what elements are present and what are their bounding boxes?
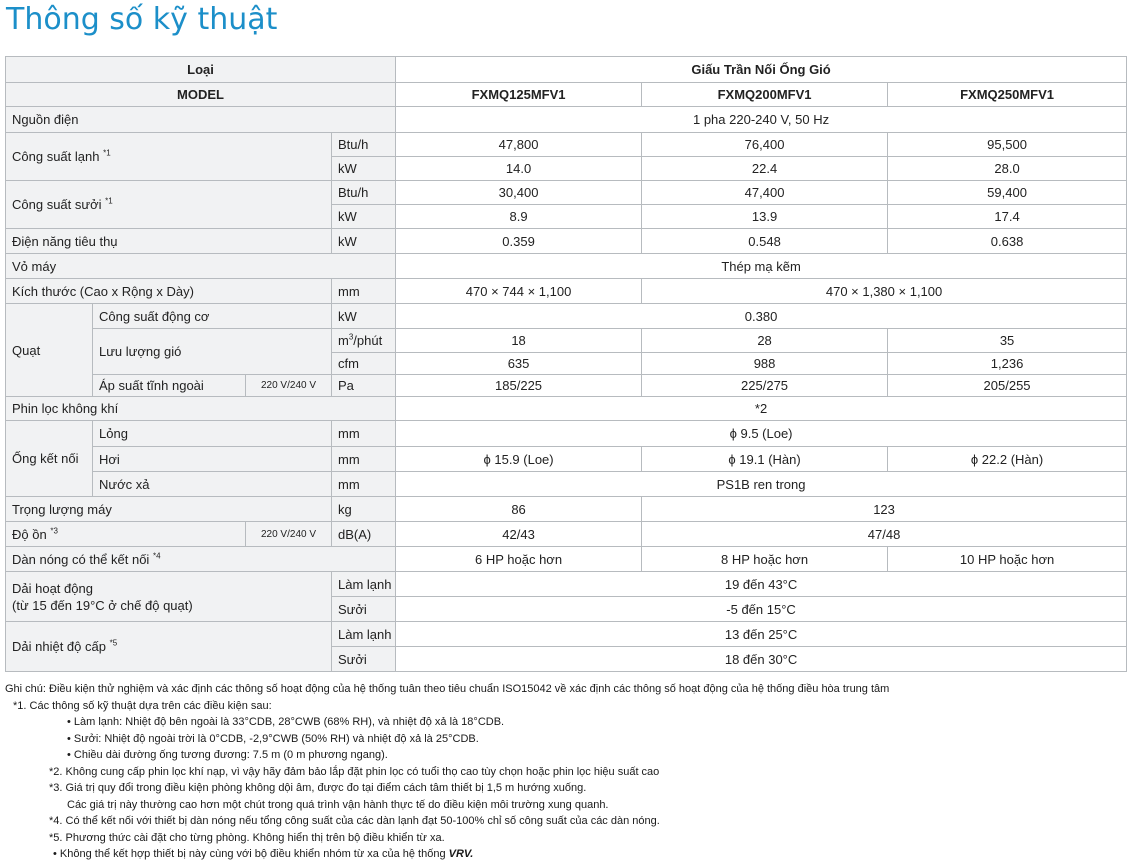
- mode-heating-label: Sưởi: [332, 647, 396, 672]
- dimensions-label: Kích thước (Cao x Rộng x Dày): [6, 279, 332, 304]
- phi-symbol: ϕ: [728, 451, 736, 467]
- model-1: FXMQ125MFV1: [396, 83, 642, 107]
- voltage-cell: 220 V/240 V: [246, 375, 332, 397]
- airflow-label: Lưu lượng gió: [93, 329, 332, 375]
- supply-temp-label: Dải nhiệt độ cấp $^{*5}$: [6, 622, 332, 672]
- table-row: [6, 329, 1127, 353]
- fan-label: Quạt: [6, 304, 93, 397]
- value-cell: 205/255: [888, 375, 1127, 397]
- esp-label: Áp suất tĩnh ngoài: [93, 375, 246, 397]
- unit-cell: mm: [332, 472, 396, 497]
- note-line: • Không thể kết hợp thiết bị này cùng với bộ điều khiển nhóm từ xa của hệ thống VRV.: [53, 848, 474, 860]
- note-line: *4. Có thể kết nối với thiết bị dàn nóng nếu tổng công suất của các dàn lạnh đạt 50-100% chỉ số công suất của các dàn nóng.: [49, 815, 660, 827]
- value-cell: 28: [642, 329, 888, 353]
- value-cell: *2: [396, 397, 1127, 421]
- phi-symbol: ϕ: [970, 451, 979, 467]
- value-cell: 59,400: [888, 181, 1127, 205]
- drain-label: Nước xả: [93, 472, 332, 497]
- table-row: [6, 304, 1127, 329]
- note-line: • Làm lạnh: Nhiệt độ bên ngoài là 33°CDB, 28°CWB (68% RH), và nhiệt độ xả là 18°CDB.: [67, 716, 505, 728]
- table-row: [6, 375, 1127, 397]
- voltage-cell: 220 V/240 V: [246, 522, 332, 547]
- value-cell: -5 đến 15°C: [396, 597, 1127, 622]
- value-cell: 1,236: [888, 353, 1127, 375]
- table-row: [6, 447, 1127, 472]
- mode-cooling-label: Làm lạnh: [332, 572, 396, 597]
- value-cell: 47,800: [396, 133, 642, 157]
- unit-cell: mm: [332, 421, 396, 447]
- unit-cell: kW: [332, 304, 396, 329]
- noise-label: Độ ồn $^{*3}$: [6, 522, 246, 547]
- mode-cooling-label: Làm lạnh: [332, 622, 396, 647]
- value-cell: ϕ 9.5 (Loe): [396, 421, 1127, 447]
- unit-cell: $m^3$/phút: [332, 329, 396, 353]
- value-cell: 95,500: [888, 133, 1127, 157]
- casing-value: Thép mạ kẽm: [396, 254, 1127, 279]
- unit-cell: kW: [332, 157, 396, 181]
- power-source-label: Nguồn điện: [6, 107, 396, 133]
- heating-capacity-label: Công suất sưởi $^{*1}$: [6, 181, 332, 229]
- power-source-value: 1 pha 220-240 V, 50 Hz: [396, 107, 1127, 133]
- model-3: FXMQ250MFV1: [888, 83, 1127, 107]
- weight-label: Trọng lượng máy: [6, 497, 332, 522]
- note-line: *3. Giá trị quy đổi trong điều kiện phòng không dội âm, được đo tại điểm cách tâm thiết bị 1,5 m hướng xuống.: [49, 782, 587, 794]
- value-cell: 470 × 1,380 × 1,100: [642, 279, 1127, 304]
- cooling-capacity-label: Công suất lạnh $^{*1}$: [6, 133, 332, 181]
- table-row: [6, 421, 1127, 447]
- value-cell: 76,400: [642, 133, 888, 157]
- table-row: [6, 497, 1127, 522]
- table-row: [6, 472, 1127, 497]
- value-cell: 0.638: [888, 229, 1127, 254]
- casing-label: Vỏ máy: [6, 254, 396, 279]
- value-cell: ϕ 15.9 (Loe): [396, 447, 642, 472]
- value-cell: 17.4: [888, 205, 1127, 229]
- unit-cell: kg: [332, 497, 396, 522]
- note-line: *2. Không cung cấp phin lọc khí nạp, vì vậy hãy đảm bảo lắp đặt phin lọc có tuổi thọ cao tùy chọn hoặc phin lọc hiệu suất cao: [49, 765, 660, 778]
- page-title: Thông số kỹ thuật: [6, 2, 278, 37]
- spec-table: [5, 56, 1127, 672]
- value-cell: 185/225: [396, 375, 642, 397]
- table-row: [6, 57, 1127, 83]
- table-row: [6, 133, 1127, 157]
- table-row: [6, 83, 1127, 107]
- table-row: [6, 572, 1127, 597]
- value-cell: 123: [642, 497, 1127, 522]
- value-cell: 988: [642, 353, 888, 375]
- note-line: • Chiều dài đường ống tương đương: 7.5 m (0 m phương ngang).: [67, 749, 388, 761]
- note-line: Các giá trị này thường cao hơn một chút trong quá trình vận hành thực tế do điều kiện môi trường xung quanh.: [67, 798, 609, 811]
- value-cell: 13 đến 25°C: [396, 622, 1127, 647]
- unit-cell: cfm: [332, 353, 396, 375]
- note-line: • Sưởi: Nhiệt độ ngoài trời là 0°CDB, -2,9°CWB (50% RH) và nhiệt độ xả là 25°CDB.: [67, 732, 479, 745]
- unit-cell: kW: [332, 205, 396, 229]
- value-cell: 13.9: [642, 205, 888, 229]
- table-row: [6, 107, 1127, 133]
- value-cell: 0.548: [642, 229, 888, 254]
- vrv-emphasis: VRV.: [448, 848, 474, 860]
- phi-symbol: ϕ: [729, 426, 737, 441]
- model-2: FXMQ200MFV1: [642, 83, 888, 107]
- unit-cell: dB(A): [332, 522, 396, 547]
- value-cell: 35: [888, 329, 1127, 353]
- value-cell: 47,400: [642, 181, 888, 205]
- value-cell: 225/275: [642, 375, 888, 397]
- note-line: *5. Phương thức cài đặt cho từng phòng. Không hiển thị trên bộ điều khiển từ xa.: [49, 831, 445, 844]
- table-row: [6, 229, 1127, 254]
- value-cell: 10 HP hoặc hơn: [888, 547, 1127, 572]
- liquid-label: Lỏng: [93, 421, 332, 447]
- value-cell: 47/48: [642, 522, 1127, 547]
- footnotes: [5, 681, 1127, 863]
- unit-cell: Pa: [332, 375, 396, 397]
- value-cell: 635: [396, 353, 642, 375]
- operating-range-label: Dải hoạt động (từ 15 đến 19°C ở chế độ quạt): [6, 572, 332, 622]
- value-cell: 18: [396, 329, 642, 353]
- fan-motor-label: Công suất động cơ: [93, 304, 332, 329]
- value-cell: 470 × 744 × 1,100: [396, 279, 642, 304]
- connectable-outdoor-label: Dàn nóng có thể kết nối $^{*4}$: [6, 547, 396, 572]
- table-row: [6, 279, 1127, 304]
- air-filter-label: Phin lọc không khí: [6, 397, 396, 421]
- type-label: Loại: [6, 57, 396, 83]
- table-row: [6, 522, 1127, 547]
- unit-cell: Btu/h: [332, 181, 396, 205]
- table-row: [6, 397, 1127, 421]
- value-cell: ϕ 22.2 (Hàn): [888, 447, 1127, 472]
- value-cell: 18 đến 30°C: [396, 647, 1127, 672]
- table-row: [6, 254, 1127, 279]
- value-cell: 8.9: [396, 205, 642, 229]
- table-row: [6, 181, 1127, 205]
- value-cell: 8 HP hoặc hơn: [642, 547, 888, 572]
- value-cell: ϕ 19.1 (Hàn): [642, 447, 888, 472]
- value-cell: 0.380: [396, 304, 1127, 329]
- value-cell: 0.359: [396, 229, 642, 254]
- value-cell: 14.0: [396, 157, 642, 181]
- piping-label: Ống kết nối: [6, 421, 93, 497]
- value-cell: 42/43: [396, 522, 642, 547]
- power-consumption-label: Điện năng tiêu thụ: [6, 229, 332, 254]
- model-label: MODEL: [6, 83, 396, 107]
- phi-symbol: ϕ: [483, 451, 491, 467]
- unit-cell: mm: [332, 447, 396, 472]
- gas-label: Hơi: [93, 447, 332, 472]
- value-cell: 86: [396, 497, 642, 522]
- mode-heating-label: Sưởi: [332, 597, 396, 622]
- value-cell: 22.4: [642, 157, 888, 181]
- note-line: *1. Các thông số kỹ thuật dựa trên các điều kiện sau:: [13, 699, 272, 712]
- value-cell: 30,400: [396, 181, 642, 205]
- unit-cell: Btu/h: [332, 133, 396, 157]
- table-row: [6, 622, 1127, 647]
- unit-cell: mm: [332, 279, 396, 304]
- note-line: Ghi chú: Điều kiện thử nghiệm và xác định các thông số hoạt động của hệ thống tuân theo tiêu chuẩn ISO15042 về xác định các thông số hoạt động của hệ thống điều hòa trung tâm: [5, 683, 890, 695]
- value-cell: 28.0: [888, 157, 1127, 181]
- type-value: Giấu Trần Nối Ống Gió: [396, 57, 1127, 83]
- value-cell: 19 đến 43°C: [396, 572, 1127, 597]
- value-cell: 6 HP hoặc hơn: [396, 547, 642, 572]
- table-row: [6, 547, 1127, 572]
- value-cell: PS1B ren trong: [396, 472, 1127, 497]
- unit-cell: kW: [332, 229, 396, 254]
